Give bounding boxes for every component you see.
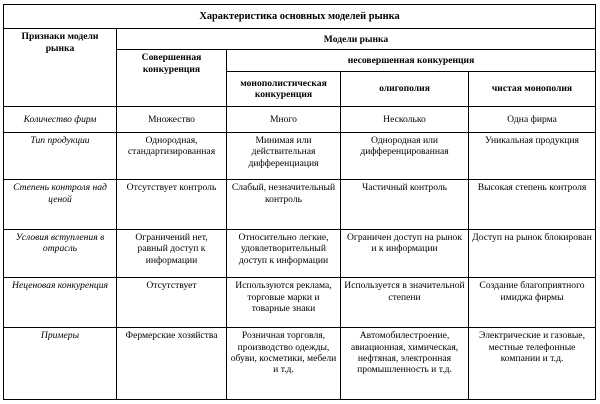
- table-cell: Розничная торговля, производство одежды, обуви, косметики, мебели и т.д.: [227, 328, 341, 400]
- table-cell: Отсутствует: [117, 278, 227, 328]
- row-label: Неценовая конкуренция: [4, 278, 117, 328]
- monopolistic-competition-header: монополистическая конкуренция: [227, 71, 341, 107]
- table-cell: Минимая или действительная дифференциация: [227, 132, 341, 180]
- row-label: Количество фирм: [4, 107, 117, 132]
- table-row: [4, 132, 596, 180]
- table-row: [4, 229, 596, 278]
- table-cell: Отсутствует контроль: [117, 180, 227, 230]
- table-title: Характеристика основных моделей рынка: [4, 5, 596, 29]
- table-row: [4, 180, 596, 230]
- models-header: Модели рынка: [117, 29, 596, 50]
- imperfect-competition-header: несовершенная конкуренция: [227, 50, 596, 71]
- row-label: Примеры: [4, 328, 117, 400]
- pure-monopoly-header: чистая монополия: [469, 71, 596, 107]
- table-cell: Высокая степень контроля: [469, 180, 596, 230]
- table-row: [4, 328, 596, 400]
- table-cell: Ограничений нет, равный доступ к информации: [117, 229, 227, 278]
- table-cell: Используются реклама, торговые марки и товарные знаки: [227, 278, 341, 328]
- table-row: [4, 107, 596, 132]
- table-cell: Несколько: [341, 107, 469, 132]
- row-label: Тип продукции: [4, 132, 117, 180]
- table-cell: Слабый, незначительный контроль: [227, 180, 341, 230]
- market-models-table: [3, 4, 596, 400]
- table-cell: Электрические и газовые, местные телефонные компании и т.д.: [469, 328, 596, 400]
- table-cell: Ограничен доступ на рынок и к информации: [341, 229, 469, 278]
- oligopoly-header: олигополия: [341, 71, 469, 107]
- table-cell: Одна фирма: [469, 107, 596, 132]
- table-cell: Уникальная продукция: [469, 132, 596, 180]
- perfect-competition-header: Совершенная конкуренция: [117, 50, 227, 107]
- market-models-table-container: [3, 4, 595, 400]
- table-cell: Автомобилестроение, авиационная, химическая, нефтяная, электронная промышленность и т.д.: [341, 328, 469, 400]
- table-cell: Используется в значительной степени: [341, 278, 469, 328]
- table-cell: Частичный контроль: [341, 180, 469, 230]
- table-cell: Относительно легкие, удовлетворительный доступ к информации: [227, 229, 341, 278]
- table-row: [4, 278, 596, 328]
- table-cell: Создание благоприятного имиджа фирмы: [469, 278, 596, 328]
- table-cell: Много: [227, 107, 341, 132]
- table-cell: Доступ на рынок блокирован: [469, 229, 596, 278]
- table-cell: Однородная, стандартизированная: [117, 132, 227, 180]
- table-cell: Множество: [117, 107, 227, 132]
- table-cell: Однородная или дифференцированная: [341, 132, 469, 180]
- table-cell: Фермерские хозяйства: [117, 328, 227, 400]
- row-label: Условия вступления в отрасль: [4, 229, 117, 278]
- attributes-header: Признаки модели рынка: [4, 29, 117, 107]
- row-label: Степень контроля над ценой: [4, 180, 117, 230]
